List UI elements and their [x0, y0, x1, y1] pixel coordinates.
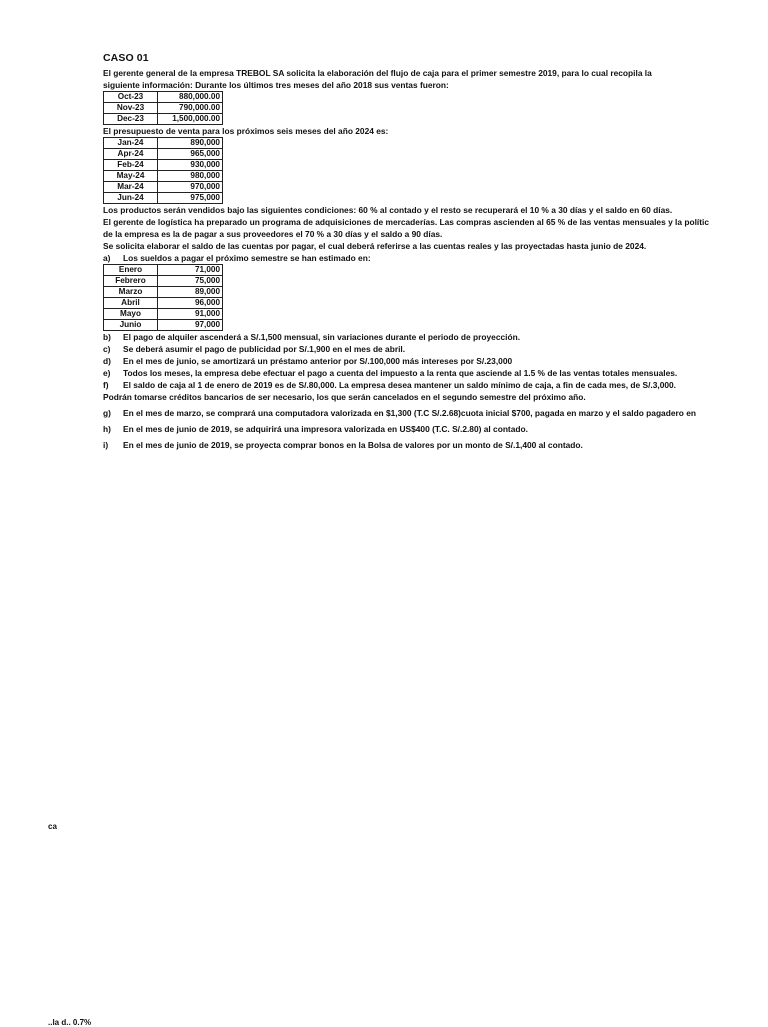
value-cell: 970,000	[158, 182, 223, 193]
condition-line: Los productos serán vendidos bajo las siguientes condiciones: 60 % al contado y el resto se recuperará el 10 % a 30 días y el saldo en 60 días.	[103, 205, 673, 215]
value-cell: 75,000	[158, 276, 223, 287]
value-cell: 97,000	[158, 320, 223, 331]
value-cell: 1,500,000.00	[158, 114, 223, 125]
stray-text: ..la d.. 0.7%	[48, 1018, 92, 1027]
item-text: Todos los meses, la empresa debe efectuar el pago a cuenta del impuesto a la renta que asciende al 1.5 % de las ventas totales mensuales.	[123, 368, 678, 378]
value-cell: 96,000	[158, 298, 223, 309]
table-row	[104, 298, 223, 309]
salaries-table	[103, 264, 223, 331]
item-text: Se deberá asumir el pago de publicidad por S/.1,900 en el mes de abril.	[123, 344, 406, 354]
item-text: En el mes de junio de 2019, se adquirirá una impresora valorizada en US$400 (T.C. S/.2.80) al contado.	[123, 424, 528, 434]
item-key: f)	[103, 380, 109, 390]
item-text: El pago de alquiler ascenderá a S/.1,500 mensual, sin variaciones durante el periodo de proyección.	[123, 332, 521, 342]
list-item	[103, 331, 723, 343]
table-row	[104, 320, 223, 331]
item-text: Los sueldos a pagar el próximo semestre se han estimado en:	[123, 253, 371, 263]
intro-line-1: El gerente general de la empresa TREBOL SA solicita la elaboración del flujo de caja para el primer semestre 2019, para lo cual recopila la	[103, 68, 652, 78]
value-cell: 965,000	[158, 149, 223, 160]
table-row	[104, 265, 223, 276]
table-row	[104, 114, 223, 125]
value-cell: 980,000	[158, 171, 223, 182]
item-text: En el mes de marzo, se comprará una computadora valorizada en $1,300 (T.C S/.2.68)cuota inicial $700, pagada en marzo y el saldo pagadero en	[123, 408, 696, 418]
month-cell: Abril	[104, 298, 158, 309]
month-cell: May-24	[104, 171, 158, 182]
table-row	[104, 149, 223, 160]
condition-line: de la empresa es la de pagar a sus proveedores el 70 % a 30 días y el saldo a 90 días.	[103, 229, 443, 239]
list-item	[103, 379, 723, 391]
stray-text: ca	[48, 822, 57, 831]
item-text: El saldo de caja al 1 de enero de 2019 es de S/.80,000. La empresa desea mantener un saldo mínimo de caja, a fin de cada mes, de S/.3,000.	[123, 380, 677, 390]
month-cell: Febrero	[104, 276, 158, 287]
table-row	[104, 160, 223, 171]
item-text: En el mes de junio de 2019, se proyecta comprar bonos en la Bolsa de valores por un monto de S/.1,400 al contado.	[123, 440, 583, 450]
table-row	[104, 103, 223, 114]
table-row	[104, 171, 223, 182]
value-cell: 71,000	[158, 265, 223, 276]
month-cell: Mayo	[104, 309, 158, 320]
past-sales-table	[103, 91, 223, 125]
month-cell: Marzo	[104, 287, 158, 298]
budget-heading: El presupuesto de venta para los próximos seis meses del año 2024 es:	[103, 126, 389, 136]
item-key: d)	[103, 356, 111, 366]
value-cell: 930,000	[158, 160, 223, 171]
item-key: a)	[103, 253, 111, 263]
month-cell: Oct-23	[104, 92, 158, 103]
value-cell: 790,000.00	[158, 103, 223, 114]
item-key: g)	[103, 408, 111, 418]
case-title: CASO 01	[103, 52, 149, 64]
credit-note: Podrán tomarse créditos bancarios de ser necesario, los que serán cancelados en el segundo semestre del próximo año.	[103, 392, 586, 402]
item-key: c)	[103, 344, 111, 354]
intro-line-2: siguiente información: Durante los últimos tres meses del año 2018 sus ventas fueron:	[103, 80, 449, 90]
month-cell: Mar-24	[104, 182, 158, 193]
table-row	[104, 92, 223, 103]
value-cell: 890,000	[158, 138, 223, 149]
list-item	[103, 355, 723, 367]
value-cell: 975,000	[158, 193, 223, 204]
month-cell: Jan-24	[104, 138, 158, 149]
month-cell: Apr-24	[104, 149, 158, 160]
value-cell: 880,000.00	[158, 92, 223, 103]
table-row	[104, 138, 223, 149]
list-item	[103, 437, 723, 453]
list-item	[103, 405, 723, 421]
table-row	[104, 276, 223, 287]
table-row	[104, 309, 223, 320]
table-row	[104, 182, 223, 193]
month-cell: Feb-24	[104, 160, 158, 171]
document-body	[103, 52, 723, 453]
table-row	[104, 287, 223, 298]
budget-sales-table	[103, 137, 223, 204]
item-key: b)	[103, 332, 111, 342]
item-key: i)	[103, 440, 109, 450]
month-cell: Dec-23	[104, 114, 158, 125]
item-key: e)	[103, 368, 111, 378]
item-text: En el mes de junio, se amortizará un préstamo anterior por S/.100,000 más intereses por S/.23,000	[123, 356, 513, 366]
list-item	[103, 421, 723, 437]
condition-line: Se solicita elaborar el saldo de las cuentas por pagar, el cual deberá referirse a las cuentas reales y las proyectadas hasta junio de 2024.	[103, 241, 647, 251]
value-cell: 89,000	[158, 287, 223, 298]
month-cell: Junio	[104, 320, 158, 331]
month-cell: Enero	[104, 265, 158, 276]
table-row	[104, 193, 223, 204]
item-key: h)	[103, 424, 111, 434]
list-item	[103, 343, 723, 355]
month-cell: Nov-23	[104, 103, 158, 114]
condition-line: El gerente de logística ha preparado un programa de adquisiciones de mercaderías. Las compras ascienden al 65 % de las ventas mensuales y la polític	[103, 217, 710, 227]
month-cell: Jun-24	[104, 193, 158, 204]
value-cell: 91,000	[158, 309, 223, 320]
list-item	[103, 367, 723, 379]
list-item	[103, 252, 723, 264]
